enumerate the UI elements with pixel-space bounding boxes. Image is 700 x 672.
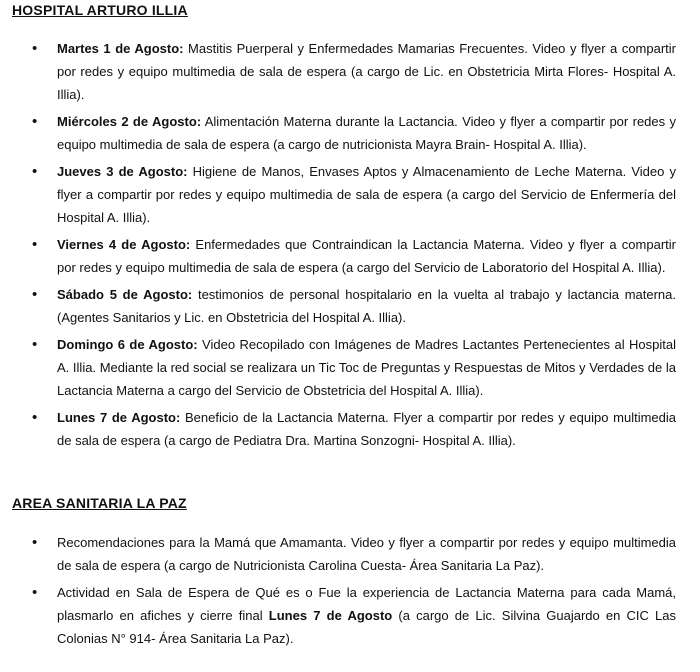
item-date: Miércoles 2 de Agosto: xyxy=(57,114,202,129)
item-text: Mastitis Puerperal y Enfermedades Mamarias Frecuentes. Video y flyer a compartir por redes y equipo multimedia de sala de espera (a cargo de Lic. en Obstetricia Mirta Flores- Hospital A. Illia). xyxy=(57,41,676,102)
list-item xyxy=(0,233,700,279)
item-date: Sábado 5 de Agosto: xyxy=(57,287,193,302)
list-item xyxy=(0,160,700,229)
hospital-activity-list xyxy=(0,37,700,456)
item-text: Enfermedades que Contraindican la Lactancia Materna. Video y flyer a compartir por redes y equipo multimedia de sala de espera (a cargo del Servicio de Laboratorio del Hospital A. Illia). xyxy=(57,237,676,275)
section-heading-area-sanitaria: AREA SANITARIA LA PAZ xyxy=(12,495,187,511)
item-date: Jueves 3 de Agosto: xyxy=(57,164,188,179)
list-item xyxy=(0,110,700,156)
item-text: Video Recopilado con Imágenes de Madres Lactantes Pertenecientes al Hospital A. Illia. Mediante la red social se realizara un Tic Toc de Preguntas y Respuestas de Mitos y Verdades de la Lactancia Materna a cargo del Servicio de Obstetricia del Hospital A. Illia). xyxy=(57,337,676,398)
item-date: Lunes 7 de Agosto xyxy=(268,608,393,623)
list-item xyxy=(0,333,700,402)
area-sanitaria-activity-list xyxy=(0,531,700,654)
item-text: Recomendaciones para la Mamá que Amamanta. Video y flyer a compartir por redes y equipo multimedia de sala de espera (a cargo de Nutricionista Carolina Cuesta- Área Sanitaria La Paz). xyxy=(57,535,676,573)
item-text-end: (a cargo de Lic. Silvina Guajardo en CIC Las Colonias N° 914- Área Sanitaria La Paz). xyxy=(57,608,677,646)
list-item xyxy=(0,581,700,650)
item-text: Actividad en Sala de Espera de Qué es o Fue la experiencia de Lactancia Materna para cada Mamá, plasmarlo en afiches y cierre final xyxy=(57,585,676,623)
item-date: Domingo 6 de Agosto: xyxy=(57,337,198,352)
item-text: testimonios de personal hospitalario en la vuelta al trabajo y lactancia materna. (Agentes Sanitarios y Lic. en Obstetricia del Hospital A. Illia). xyxy=(57,287,676,325)
item-text: Higiene de Manos, Envases Aptos y Almacenamiento de Leche Materna. Video y flyer a compartir por redes y equipo multimedia de sala de espera (a cargo del Servicio de Enfermería del Hospital A. Illia). xyxy=(57,164,676,225)
item-date: Martes 1 de Agosto: xyxy=(57,41,184,56)
list-item xyxy=(0,531,700,577)
item-text: Beneficio de la Lactancia Materna. Flyer a compartir por redes y equipo multimedia de sala de espera (a cargo de Pediatra Dra. Martina Sonzogni- Hospital A. Illia). xyxy=(57,410,676,448)
list-item xyxy=(0,283,700,329)
list-item xyxy=(0,37,700,106)
list-item xyxy=(0,406,700,452)
section-heading-hospital: HOSPITAL ARTURO ILLIA xyxy=(12,2,188,18)
item-text: Alimentación Materna durante la Lactancia. Video y flyer a compartir por redes y equipo multimedia de sala de espera (a cargo de nutricionista Mayra Brain- Hospital A. Illia). xyxy=(57,114,676,152)
item-date: Lunes 7 de Agosto: xyxy=(57,410,181,425)
item-date: Viernes 4 de Agosto: xyxy=(57,237,191,252)
